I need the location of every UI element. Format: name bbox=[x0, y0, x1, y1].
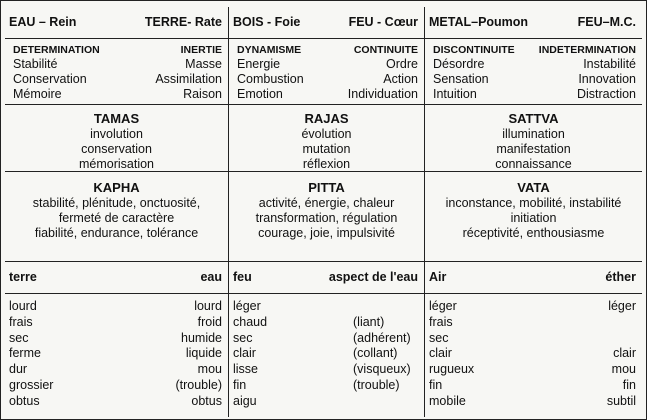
guna-line: conservation bbox=[81, 142, 152, 156]
quality-left: Combustion bbox=[237, 72, 304, 86]
quality-head-right: INDETERMINATION bbox=[538, 44, 636, 56]
header-right: FEU - Cœur bbox=[348, 15, 418, 29]
property-right: (trouble) bbox=[175, 377, 222, 392]
quality-right: Action bbox=[383, 72, 418, 86]
property-right: fin bbox=[622, 377, 636, 392]
property-right bbox=[453, 315, 636, 331]
property-right: mou bbox=[197, 362, 222, 377]
property-left: clair bbox=[429, 346, 452, 361]
property-right: (trouble) bbox=[353, 377, 400, 392]
header-left: EAU – Rein bbox=[9, 15, 77, 29]
property-left: rugueux bbox=[429, 362, 475, 377]
guna-line: évolution bbox=[301, 127, 352, 141]
property-left: dur bbox=[9, 362, 28, 377]
property-row bbox=[5, 394, 228, 410]
property-left: grossier bbox=[9, 377, 54, 392]
property-left: mobile bbox=[429, 393, 466, 408]
dosha-title: KAPHA bbox=[93, 180, 140, 195]
property-left: léger bbox=[233, 299, 261, 313]
quality-head-right: INERTIE bbox=[180, 44, 222, 56]
guna-line: manifestation bbox=[496, 142, 571, 156]
dosha-line: transformation, régulation bbox=[255, 211, 398, 225]
property-right: (liant) bbox=[353, 314, 385, 329]
dosha-pitta bbox=[229, 172, 425, 262]
property-row bbox=[425, 394, 642, 410]
property-row bbox=[5, 378, 228, 394]
property-left: frais bbox=[9, 314, 33, 329]
quality-left: Intuition bbox=[433, 87, 477, 101]
quality-row bbox=[425, 57, 642, 72]
property-right: obtus bbox=[191, 393, 222, 408]
quality-right: Masse bbox=[185, 57, 222, 71]
dosha-line: fermeté de caractère bbox=[58, 211, 175, 225]
properties-col3 bbox=[425, 294, 642, 417]
properties-col1 bbox=[5, 294, 229, 417]
quality-left: Mémoire bbox=[13, 87, 62, 101]
property-row bbox=[425, 362, 642, 378]
dosha-vata bbox=[425, 172, 642, 262]
property-right: léger bbox=[608, 299, 636, 313]
property-row bbox=[229, 299, 424, 315]
property-row bbox=[229, 346, 424, 362]
property-left: sec bbox=[429, 330, 449, 345]
property-row bbox=[425, 315, 642, 331]
element-right: eau bbox=[200, 270, 222, 284]
guna-title: SATTVA bbox=[508, 111, 559, 126]
property-right: mou bbox=[611, 362, 636, 377]
property-row bbox=[5, 346, 228, 362]
header-left: BOIS - Foie bbox=[233, 15, 301, 29]
qualities-col1 bbox=[5, 39, 229, 105]
property-right: humide bbox=[181, 330, 222, 345]
property-right bbox=[313, 299, 418, 315]
quality-row bbox=[425, 72, 642, 87]
guna-title: RAJAS bbox=[304, 111, 349, 126]
property-left: ferme bbox=[9, 346, 41, 361]
property-row bbox=[229, 394, 424, 410]
quality-row bbox=[425, 87, 642, 102]
property-row bbox=[5, 331, 228, 347]
quality-head-left: DYNAMISME bbox=[237, 44, 302, 56]
property-left: clair bbox=[233, 346, 256, 361]
property-right: lourd bbox=[194, 299, 222, 313]
guna-line: illumination bbox=[502, 127, 565, 141]
quality-left: Désordre bbox=[433, 57, 485, 71]
property-left: lourd bbox=[9, 299, 37, 313]
element-head-col2 bbox=[229, 262, 425, 294]
property-right: froid bbox=[197, 314, 222, 329]
quality-right: Distraction bbox=[576, 87, 636, 101]
quality-right: Innovation bbox=[578, 72, 636, 86]
guna-rajas bbox=[229, 105, 425, 172]
property-left: sec bbox=[233, 330, 253, 345]
guna-line: involution bbox=[90, 127, 143, 141]
guna-line: mémorisation bbox=[78, 157, 155, 171]
dosha-line: initiation bbox=[510, 211, 557, 225]
property-right bbox=[313, 394, 418, 410]
quality-right: Assimilation bbox=[155, 72, 222, 86]
property-right: (collant) bbox=[353, 346, 398, 361]
quality-left: Stabilité bbox=[13, 57, 58, 71]
quality-head-left: DETERMINATION bbox=[13, 44, 100, 56]
dosha-title: VATA bbox=[517, 180, 550, 195]
property-right bbox=[448, 331, 636, 347]
dosha-line: activité, énergie, chaleur bbox=[258, 196, 395, 210]
property-row bbox=[425, 331, 642, 347]
properties-col2 bbox=[229, 294, 425, 417]
property-left: obtus bbox=[9, 393, 40, 408]
element-left: Air bbox=[429, 270, 447, 284]
quality-row bbox=[5, 57, 228, 72]
property-left: léger bbox=[429, 299, 457, 313]
dosha-line: inconstance, mobilité, instabilité bbox=[445, 196, 622, 210]
dosha-line: réceptivité, enthousiasme bbox=[462, 226, 605, 240]
quality-right: Raison bbox=[183, 87, 222, 101]
guna-tamas bbox=[5, 105, 229, 172]
guna-title: TAMAS bbox=[93, 111, 140, 126]
property-row bbox=[425, 378, 642, 394]
quality-row bbox=[229, 87, 424, 102]
property-left: fin bbox=[233, 377, 247, 392]
property-left: frais bbox=[429, 314, 453, 329]
element-right: aspect de l'eau bbox=[328, 270, 418, 284]
header-right: TERRE- Rate bbox=[144, 15, 222, 29]
quality-left: Conservation bbox=[13, 72, 87, 86]
property-right: (visqueux) bbox=[353, 362, 411, 377]
correspondence-table bbox=[5, 7, 642, 417]
header-eau-terre bbox=[5, 7, 229, 39]
header-bois-feu bbox=[229, 7, 425, 39]
quality-row bbox=[5, 72, 228, 87]
dosha-line: courage, joie, impulsivité bbox=[258, 226, 395, 240]
quality-head-right: CONTINUITE bbox=[353, 44, 418, 56]
quality-head-left: DISCONTINUITE bbox=[433, 44, 515, 56]
element-left: feu bbox=[233, 270, 252, 284]
property-row bbox=[5, 362, 228, 378]
element-right: éther bbox=[605, 270, 636, 284]
property-row bbox=[229, 362, 424, 378]
guna-line: mutation bbox=[302, 142, 351, 156]
property-row bbox=[229, 315, 424, 331]
property-right: (adhérent) bbox=[353, 330, 411, 345]
quality-row bbox=[229, 72, 424, 87]
quality-row bbox=[5, 87, 228, 102]
property-right: liquide bbox=[185, 346, 222, 361]
qualities-col3 bbox=[425, 39, 642, 105]
dosha-line: stabilité, plénitude, onctuosité, bbox=[32, 196, 201, 210]
element-head-col1 bbox=[5, 262, 229, 294]
property-left: aigu bbox=[233, 393, 257, 408]
element-left: terre bbox=[9, 270, 37, 284]
property-left: sec bbox=[9, 330, 29, 345]
header-right: FEU–M.C. bbox=[577, 15, 636, 29]
quality-left: Energie bbox=[237, 57, 281, 71]
header-metal-feu bbox=[425, 7, 642, 39]
property-row bbox=[425, 346, 642, 362]
property-left: fin bbox=[429, 377, 443, 392]
property-row bbox=[229, 378, 424, 394]
property-row bbox=[229, 331, 424, 347]
dosha-line: fiabilité, endurance, tolérance bbox=[34, 226, 199, 240]
property-row bbox=[5, 299, 228, 315]
quality-left: Emotion bbox=[237, 87, 283, 101]
quality-row bbox=[229, 57, 424, 72]
element-head-col3 bbox=[425, 262, 642, 294]
property-right: clair bbox=[613, 346, 636, 361]
quality-right: Instabilité bbox=[583, 57, 636, 71]
quality-right: Individuation bbox=[347, 87, 418, 101]
property-right: subtil bbox=[606, 393, 636, 408]
guna-line: réflexion bbox=[302, 157, 351, 171]
header-left: METAL–Poumon bbox=[429, 15, 529, 29]
property-row bbox=[5, 315, 228, 331]
dosha-kapha bbox=[5, 172, 229, 262]
dosha-title: PITTA bbox=[308, 180, 345, 195]
property-left: chaud bbox=[233, 314, 268, 329]
qualities-col2 bbox=[229, 39, 425, 105]
quality-right: Ordre bbox=[386, 57, 418, 71]
property-row bbox=[425, 299, 642, 315]
guna-line: connaissance bbox=[495, 157, 572, 171]
guna-sattva bbox=[425, 105, 642, 172]
property-left: lisse bbox=[233, 362, 259, 377]
quality-left: Sensation bbox=[433, 72, 489, 86]
